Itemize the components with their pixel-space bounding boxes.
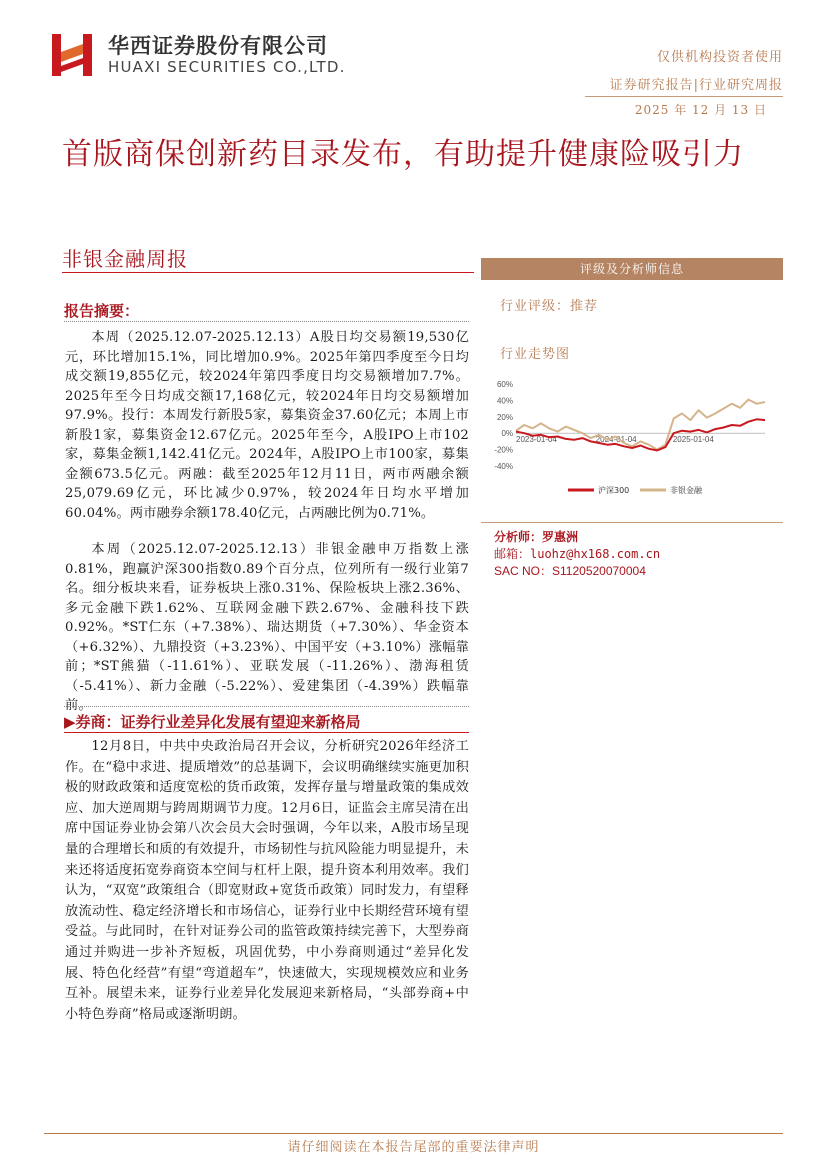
section-underline — [64, 732, 469, 733]
footer-divider — [44, 1133, 783, 1134]
analyst-name: 分析师：罗惠洲 — [494, 530, 579, 544]
subtitle-underline — [62, 272, 474, 273]
legal-disclaimer-note: 请仔细阅读在本报告尾部的重要法律声明 — [287, 1140, 540, 1155]
analyst-sac-number: SAC NO：S1120520070004 — [494, 564, 646, 578]
audience-note: 仅供机构投资者使用 — [656, 50, 783, 65]
legend-label: 非银金融 — [670, 486, 702, 495]
report-type: 证券研究报告|行业研究周报 — [609, 78, 783, 93]
analyst-email[interactable]: 邮箱：luohz@hx168.com.cn — [494, 547, 661, 561]
report-title: 首版商保创新药目录发布，有助提升健康险吸引力 — [62, 137, 744, 172]
summary-paragraph-1: 本周（2025.12.07-2025.12.13）A股日均交易额19,530亿元，环比增加15.1%，同比增加0.9%。2025年第四季度至今日均成交额19,855亿元，较2024年第四季度日均交易额增加7.7%。2025年至今日均成交额17,168亿元，较2024年日均交易额增加97.9%。投行：本周发行新股5家，募集资金37.60亿元；本周上市新股1家，募集资金12.67亿元。2025年至今，A股IPO上市102家，募集金额1,142.41亿元。2024年，A股IPO上市100家，募集金额673.5亿元。两融：截至2025年12月11日，两市两融余额25,079.69亿元，环比减少0.97%，较2024年日均水平增加60.04%。两市融券余额178.40亿元，占两融比例为0.71%。 — [65, 330, 469, 521]
report-subtitle: 非银金融周报 — [62, 247, 188, 271]
chart-legend — [568, 485, 703, 495]
huaxi-logo-icon — [50, 30, 94, 78]
company-name-cn: 华西证券股份有限公司 — [108, 34, 328, 58]
x-tick-label: 2024-01-04 — [595, 435, 637, 445]
summary-end-divider — [64, 706, 469, 707]
y-tick-label: 40% — [496, 396, 513, 406]
trend-chart-label: 行业走势图 — [500, 347, 571, 362]
company-name-en: HUAXI SECURITIES CO.,LTD. — [108, 58, 346, 76]
y-tick-label: 60% — [496, 380, 513, 389]
x-tick-label: 2023-01-04 — [516, 435, 557, 445]
y-tick-label: -40% — [494, 462, 513, 471]
summary-divider — [64, 321, 469, 322]
y-tick-label: 0% — [501, 429, 513, 439]
y-tick-label: 20% — [496, 412, 513, 422]
industry-trend-chart — [490, 370, 780, 505]
legend-label: 沪深300 — [598, 486, 630, 495]
industry-rating: 行业评级：推荐 — [500, 299, 599, 314]
x-tick-label: 2025-01-04 — [672, 435, 714, 445]
header-divider — [585, 96, 783, 97]
summary-heading: 报告摘要： — [64, 302, 140, 320]
brokerage-section-heading: ▶券商：证券行业差异化发展有望迎来新格局 — [64, 713, 361, 731]
report-date: 2025 年 12 月 13 日 — [634, 103, 767, 117]
y-tick-label: -20% — [494, 445, 513, 455]
rating-panel-header: 评级及分析师信息 — [481, 258, 783, 280]
chart-axes — [494, 380, 765, 471]
summary-paragraph-2: 本周（2025.12.07-2025.12.13）非银金融申万指数上涨0.81%，跑赢沪深300指数0.89个百分点，位列所有一级行业第7名。细分板块来看，证券板块上涨0.31%、保险板块上涨2.36%、多元金融下跌1.62%、互联网金融下跌2.67%、金融科技下跌0.92%。*ST仁东（+7.38%）、瑞达期货（+7.30%）、华金资本（+6.32%）、九鼎投资（+3.23%）、中国平安（+3.10%）涨幅靠前；*ST熊猫（-11.61%）、亚联发展（-11.26%）、渤海租赁（-5.41%）、新力金融（-5.22%）、爱建集团（-4.39%）跌幅靠前。 — [65, 542, 469, 713]
brokerage-section-body: 12月8日，中共中央政治局召开会议，分析研究2026年经济工作。在“稳中求进、提质增效”的总基调下，会议明确继续实施更加积极的财政政策和适度宽松的货币政策，发挥存量与增量政策的集成效应、加大逆周期与跨周期调节力度。12月6日，证监会主席吴清在出席中国证券业协会第八次会员大会时强调，今年以来，A股市场呈现量的合理增长和质的有效提升，市场韧性与抗风险能力明显提升，未来还将适度拓宽券商资本空间与杠杆上限，提升资本利用效率。我们认为，“双宽”政策组合（即宽财政+宽货币政策）同时发力，有望释放流动性、稳定经济增长和市场信心，证券行业中长期经营环境有望受益。与此同时，在针对证券公司的监管政策持续完善下，大型券商通过并购进一步补齐短板，巩固优势，中小券商则通过“差异化发展、特色化经营”有望“弯道超车”，快速做大，实现规模效应和业务互补。展望未来，证券行业差异化发展迎来新格局，“头部券商+中小特色券商”格局或逐渐明朗。 — [65, 739, 469, 1022]
analyst-divider — [481, 522, 783, 523]
